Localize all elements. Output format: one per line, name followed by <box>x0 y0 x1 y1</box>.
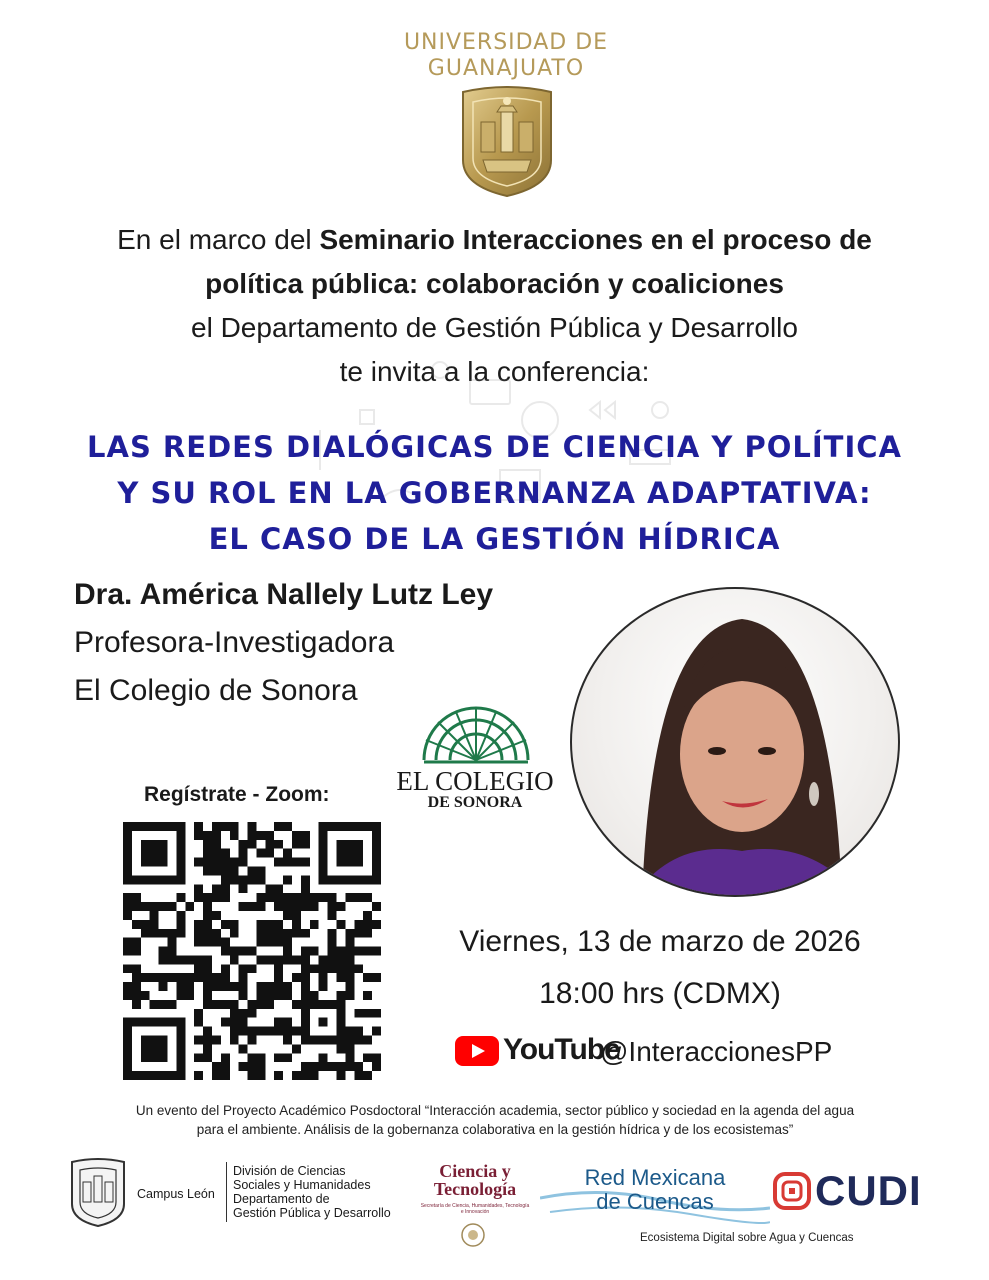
division-line: Departamento de <box>233 1192 330 1206</box>
ug-campus-seal-icon <box>68 1158 128 1228</box>
zoom-registration-qr-code[interactable] <box>123 822 381 1080</box>
title-line2: Y SU ROL EN LA GOBERNANZA ADAPTATIVA: <box>117 476 872 510</box>
youtube-handle[interactable]: @InteraccionesPP <box>600 1036 833 1067</box>
seminar-name-cont: política pública: colaboración y coaliciones <box>205 268 784 299</box>
invite-line: te invita a la conferencia: <box>339 356 650 387</box>
university-name <box>0 30 989 82</box>
cudi-wordmark: CUDI <box>815 1167 922 1214</box>
division-line: Gestión Pública y Desarrollo <box>233 1206 391 1220</box>
division-line: Sociales y Humanidades <box>233 1178 371 1192</box>
project-note-line2: para el ambiente. Análisis de la gobernanza colaborativa en la gestión hídrica y de los ecosistemas” <box>196 1122 794 1137</box>
intro-line1 <box>0 218 989 262</box>
registration-label: Regístrate - Zoom: <box>144 783 330 806</box>
project-note-line1: Un evento del Proyecto Académico Posdoctoral “Interacción academia, sector público y sociedad en la agenda del agua <box>135 1103 855 1118</box>
event-time: 18:00 hrs (CDMX) <box>539 977 781 1010</box>
intro-prefix: En el marco del <box>117 224 320 255</box>
speaker-name: Dra. América Nallely Lutz Ley <box>74 578 494 611</box>
title-line1: LAS REDES DIALÓGICAS DE CIENCIA Y POLÍTICA <box>87 430 902 464</box>
ciencia-line2: Tecnología <box>433 1179 517 1199</box>
speaker-institution: El Colegio de Sonora <box>74 674 358 707</box>
speaker-portrait-image <box>572 589 900 897</box>
colegio-logo-name: EL COLEGIO <box>396 766 554 796</box>
red-mexicana-cuencas-logo <box>560 1166 750 1214</box>
cudi-logo-icon <box>773 1172 811 1210</box>
division-line: División de Ciencias <box>233 1164 346 1178</box>
red-line1: Red Mexicana <box>584 1165 726 1190</box>
ciencia-line1: Ciencia y <box>439 1161 511 1181</box>
ciencia-subtitle: Secretaría de Ciencia, Humanidades, Tecnología e Innovación <box>420 1203 530 1215</box>
colegio-logo-sub: DE SONORA <box>427 794 523 811</box>
event-date: Viernes, 13 de marzo de 2026 <box>459 925 861 958</box>
speaker-role: Profesora-Investigadora <box>74 626 395 659</box>
university-name-line1: UNIVERSIDAD DE <box>403 30 609 55</box>
university-name-line2: GUANAJUATO <box>427 56 585 81</box>
seminar-name: Seminario Interacciones en el proceso de <box>319 224 872 255</box>
conference-title <box>0 424 989 562</box>
ecosystem-caption: Ecosistema Digital sobre Agua y Cuencas <box>640 1232 854 1244</box>
youtube-icon[interactable] <box>455 1036 499 1066</box>
department-line: el Departamento de Gestión Pública y Desarrollo <box>191 312 798 343</box>
red-line2: de Cuencas <box>596 1189 714 1214</box>
division-text <box>233 1164 391 1220</box>
campus-label: Campus León <box>137 1187 215 1201</box>
mexico-seal-icon <box>460 1222 486 1248</box>
title-line3: EL CASO DE LA GESTIÓN HÍDRICA <box>208 522 781 556</box>
speaker-photo <box>570 587 900 897</box>
footer-divider <box>226 1162 227 1222</box>
project-note <box>60 1101 930 1139</box>
youtube-wordmark: YouTube <box>503 1033 620 1066</box>
ciencia-tecnologia-logo <box>420 1162 530 1198</box>
university-crest-icon <box>457 86 557 198</box>
